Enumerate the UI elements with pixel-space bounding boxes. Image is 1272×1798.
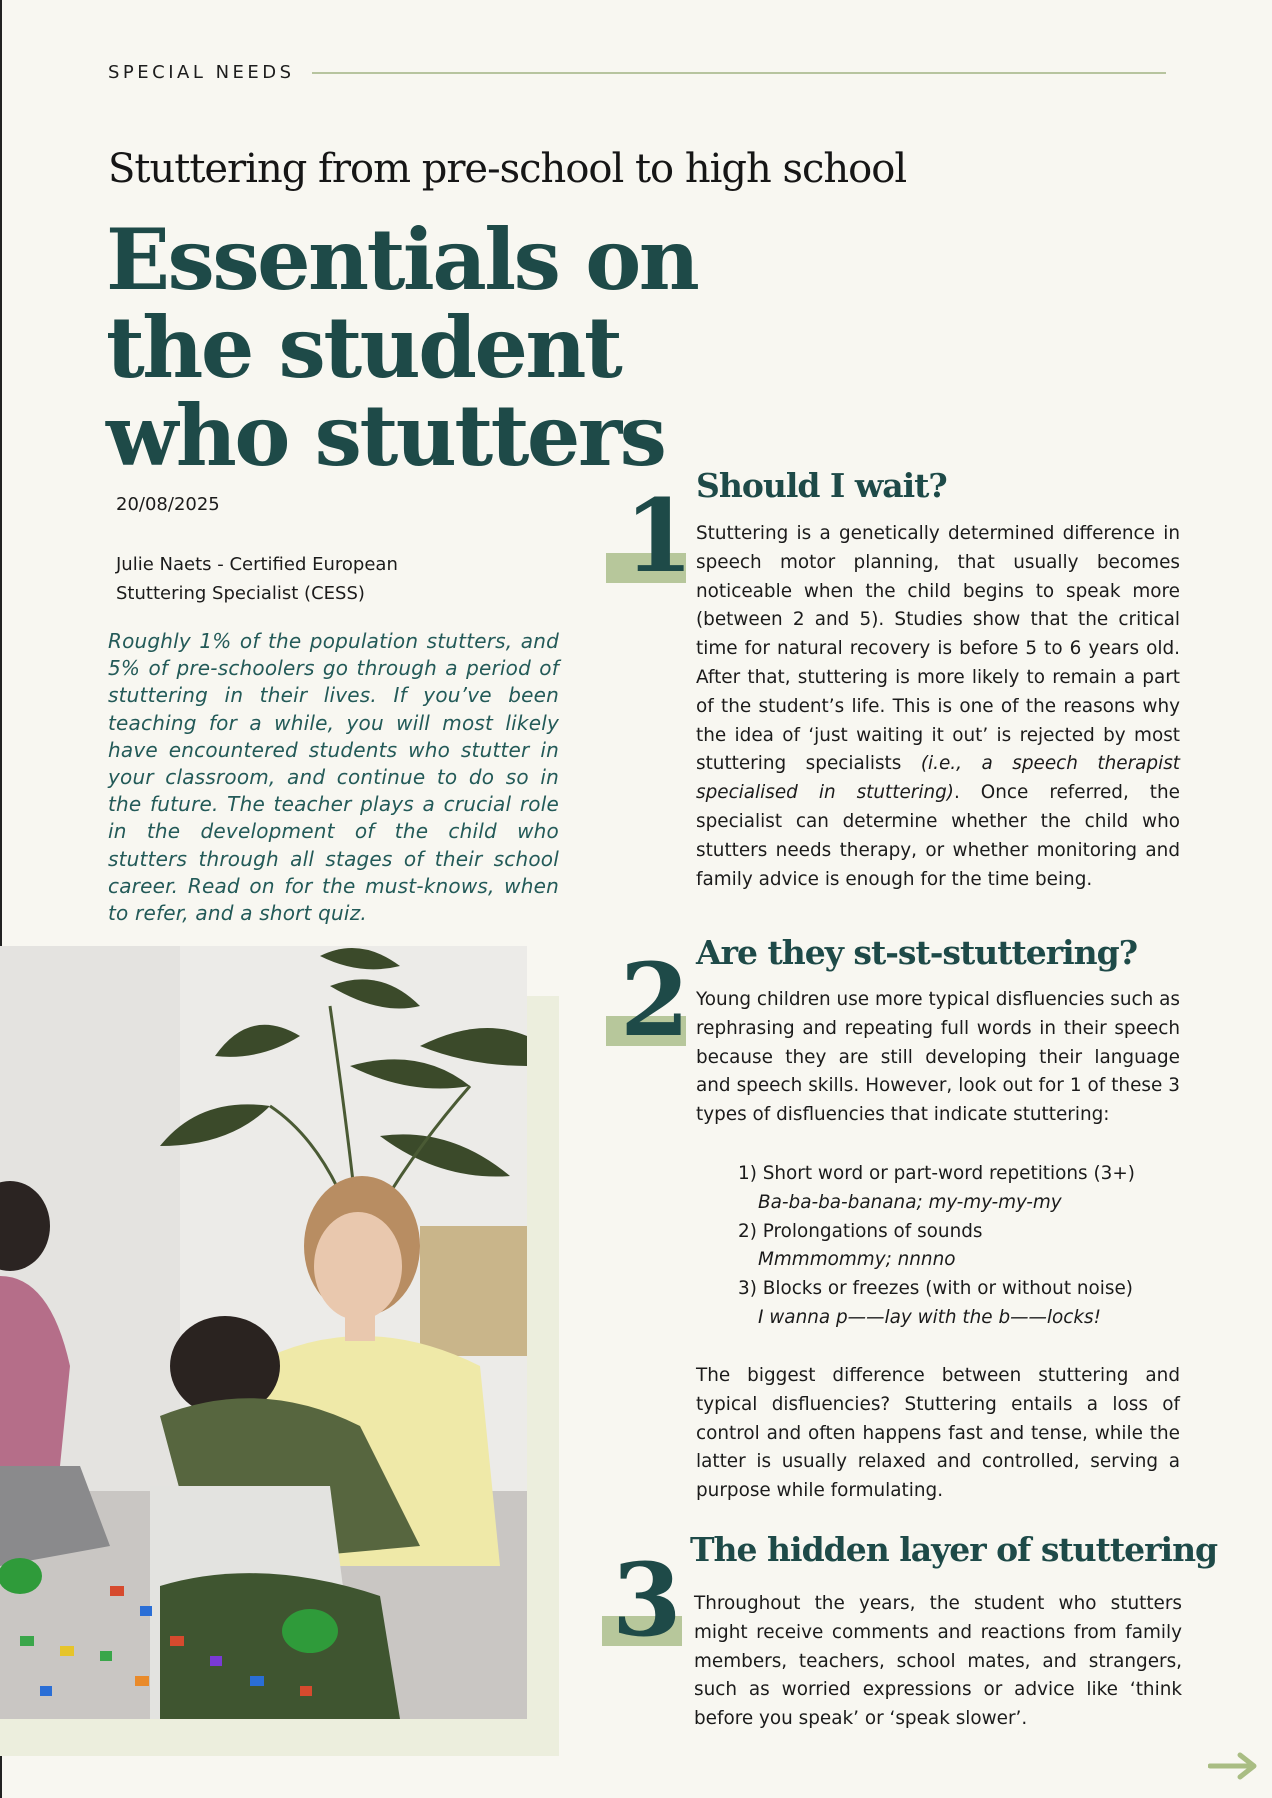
author-credential: Stuttering Specialist (CESS) xyxy=(116,583,365,604)
disfluency-list xyxy=(738,1160,1135,1333)
arrow-right-icon xyxy=(1208,1752,1260,1780)
list-item-label: 1) Short word or part-word repetitions (3+) xyxy=(738,1163,1135,1184)
section-body-2-summary: The biggest difference between stuttering and typical disfluencies? Stuttering entails a loss of control and often happens fast and tense, while the latter is usually relaxed and controlled, serving a purpose while formulating. xyxy=(696,1365,1180,1502)
section-title-1: Should I wait? xyxy=(696,466,947,505)
section-title-2: Are they st-st-stuttering? xyxy=(696,933,1138,972)
classroom-photo-illustration xyxy=(0,946,527,1719)
list-item xyxy=(738,1218,1135,1276)
section-number-digit: 1 xyxy=(624,477,694,595)
list-item-example: Ba-ba-ba-banana; my-my-my-my xyxy=(758,1191,1062,1213)
list-item-label: 3) Blocks or freezes (with or without noise) xyxy=(738,1278,1133,1300)
list-item xyxy=(738,1275,1135,1333)
article-headline xyxy=(106,210,698,485)
section-divider xyxy=(312,72,1166,74)
next-page-button[interactable] xyxy=(1208,1752,1260,1780)
classroom-photo xyxy=(0,946,527,1719)
article-subtitle: Stuttering from pre-school to high school xyxy=(108,146,907,192)
section-number-digit: 2 xyxy=(620,941,690,1059)
section-body-1-italic: (i.e., a speech therapist specialised in stuttering) xyxy=(696,753,1180,804)
list-item-example: Mmmmommy; nnnno xyxy=(758,1249,956,1271)
headline-line: Essentials on xyxy=(106,210,698,309)
section-title-3: The hidden layer of stuttering xyxy=(690,1530,1218,1569)
section-number-digit: 3 xyxy=(612,1541,682,1659)
headline-line: the student xyxy=(106,298,621,397)
section-label: SPECIAL NEEDS xyxy=(108,62,295,83)
section-number-2 xyxy=(606,941,690,1059)
author-name: Julie Naets - Certified European xyxy=(116,554,398,575)
section-number-3 xyxy=(602,1541,682,1659)
section-number-1 xyxy=(606,477,694,595)
section-body-3: Throughout the years, the student who stutters might receive comments and reactions from family members, teachers, school mates, and strangers, such as worried expressions or advice like ‘think before you speak’ or ‘speak slower’. xyxy=(694,1593,1182,1730)
publish-date: 20/08/2025 xyxy=(116,494,220,515)
list-item-example: I wanna p——lay with the b——locks! xyxy=(758,1306,1101,1328)
section-body-1 xyxy=(696,520,1180,894)
list-item xyxy=(738,1160,1135,1218)
intro-paragraph: Roughly 1% of the population stutters, and 5% of pre-schoolers go through a period of stuttering in their lives. If you’ve been teaching for a while, you will most likely have encountered students who stutter in your classroom, and continue to do so in the future. The teacher plays a crucial role in the development of the child who stutters through all stages of their school career. Read on for the must-knows, when to refer, and a short quiz. xyxy=(108,629,559,926)
author-byline xyxy=(116,550,496,608)
headline-line: who stutters xyxy=(106,386,665,485)
list-item-label: 2) Prolongations of sounds xyxy=(738,1220,983,1242)
section-body-2: Young children use more typical disfluencies such as rephrasing and repeating full words in their speech because they are still developing their language and speech skills. However, look out for 1 of these 3 types of disfluencies that indicate stuttering: xyxy=(696,989,1180,1126)
section-body-1-text: Stuttering is a genetically determined difference in speech motor planning, that usually becomes noticeable when the child begins to speak more (between 2 and 5). Studies show that the critical time for natural recovery is before 5 to 6 years old. After that, stuttering is more likely to remain a part of the student’s life. This is one of the reasons why the idea of ‘just waiting it out’ is rejected by most stuttering specialists xyxy=(696,523,1180,775)
section-body-1-text-cont: . Once referred, the specialist can determine whether the child who stutters needs therapy, or whether monitoring and family advice is enough for the time being. xyxy=(696,782,1180,890)
